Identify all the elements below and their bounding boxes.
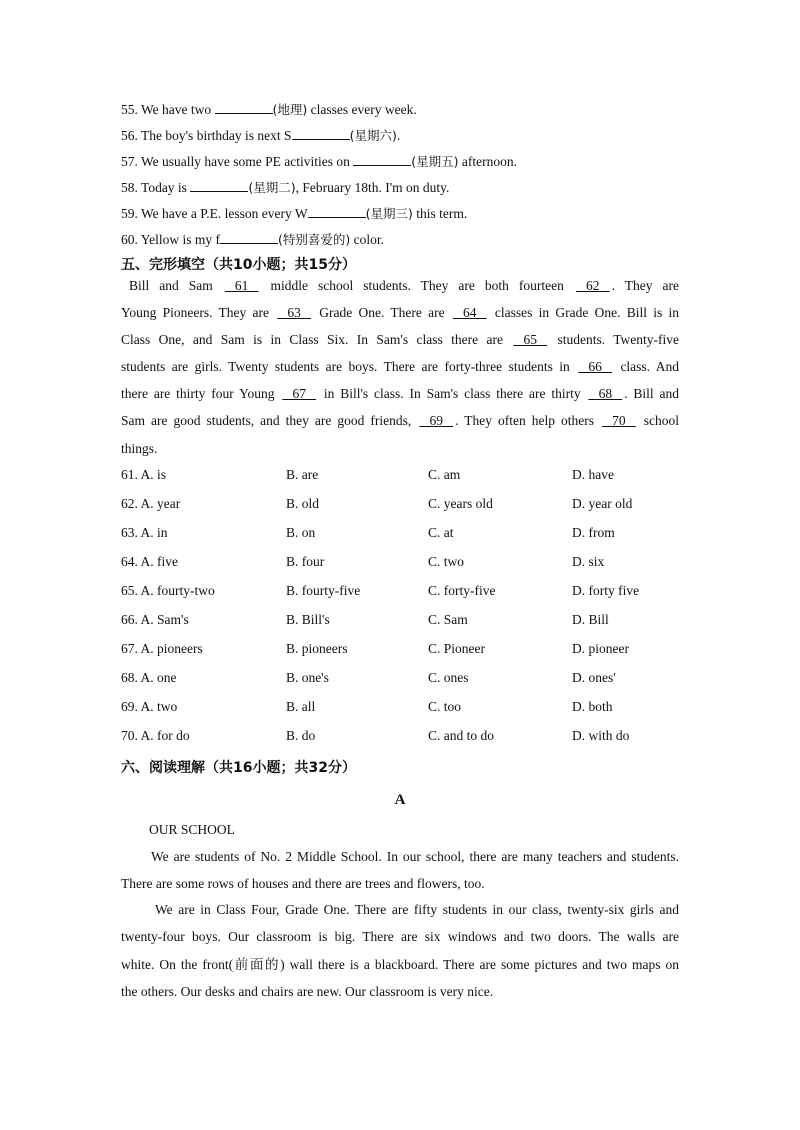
item-text: We have two xyxy=(141,102,215,117)
cloze-text: middle school students. They are both fourteen xyxy=(260,278,574,293)
cloze-gap[interactable]: 63 xyxy=(277,305,312,320)
item-text: classes every week. xyxy=(307,102,417,117)
option-row xyxy=(121,467,721,483)
option-row xyxy=(121,612,721,628)
option-row xyxy=(121,554,721,570)
item-text: color. xyxy=(350,232,385,247)
option-row xyxy=(121,583,721,599)
cloze-text: . Bill and xyxy=(624,386,679,401)
cloze-text: in Bill's class. In Sam's class there are thirty xyxy=(318,386,587,401)
option-c[interactable]: C. too xyxy=(428,699,462,714)
passage-title: OUR SCHOOL xyxy=(149,822,235,837)
cloze-gap[interactable]: 70 xyxy=(602,413,636,428)
cloze-text: students. Twenty-five xyxy=(549,332,679,347)
reading-part-label: A xyxy=(394,792,406,808)
option-c[interactable]: C. years old xyxy=(428,496,493,511)
option-c[interactable]: C. and to do xyxy=(428,728,494,743)
passage-line: There are some rows of houses and there are trees and flowers, too. xyxy=(121,876,485,891)
option-b[interactable]: B. one's xyxy=(286,670,329,685)
item-text: We usually have some PE activities on xyxy=(141,154,354,169)
item-text: Today is xyxy=(141,180,191,195)
item-text: We have a P.E. lesson every W xyxy=(141,206,308,221)
cloze-gap[interactable]: 62 xyxy=(575,278,610,293)
vocab-item xyxy=(121,153,517,170)
cloze-text: Bill and Sam xyxy=(129,278,223,293)
option-row xyxy=(121,728,721,744)
option-b[interactable]: B. all xyxy=(286,699,316,714)
vocab-item xyxy=(121,101,417,118)
cloze-text: Grade One. There are xyxy=(313,305,451,320)
option-d[interactable]: D. forty five xyxy=(572,583,640,598)
answer-blank[interactable] xyxy=(190,179,248,192)
cloze-text: school xyxy=(637,413,680,428)
cloze-text: things. xyxy=(121,441,158,456)
cloze-gap[interactable]: 66 xyxy=(578,359,612,374)
option-a[interactable]: 64. A. five xyxy=(121,554,178,569)
answer-blank[interactable] xyxy=(292,127,350,140)
option-c[interactable]: C. am xyxy=(428,467,461,482)
option-a[interactable]: 61. A. is xyxy=(121,467,167,482)
section6-title: 六、阅读理解（共16小题；共32分） xyxy=(121,760,356,776)
option-b[interactable]: B. pioneers xyxy=(286,641,348,656)
cloze-gap[interactable]: 64 xyxy=(452,305,487,320)
item-text: . xyxy=(396,128,401,143)
item-number: 59. xyxy=(121,206,142,221)
cloze-line xyxy=(121,386,679,402)
cloze-text: Young Pioneers. They are xyxy=(121,305,276,320)
chinese-hint: (星期六) xyxy=(349,128,397,143)
option-b[interactable]: B. Bill's xyxy=(286,612,330,627)
cloze-gap[interactable]: 68 xyxy=(588,386,623,401)
option-d[interactable]: D. year old xyxy=(572,496,633,511)
chinese-hint: (星期二) xyxy=(248,180,296,195)
item-number: 57. xyxy=(121,154,142,169)
item-number: 60. xyxy=(121,232,141,247)
passage-line: twenty-four boys. Our classroom is big. There are six windows and two doors. The walls are xyxy=(121,929,679,944)
item-number: 56. xyxy=(121,128,142,143)
option-d[interactable]: D. with do xyxy=(572,728,630,743)
chinese-hint: (星期三) xyxy=(365,206,413,221)
cloze-text: Sam are good students, and they are good friends, xyxy=(121,413,418,428)
cloze-line xyxy=(121,305,679,321)
cloze-text: . They are xyxy=(611,278,679,293)
option-row xyxy=(121,641,721,657)
option-a[interactable]: 70. A. for do xyxy=(121,728,190,743)
cloze-gap[interactable]: 65 xyxy=(513,332,548,347)
option-a[interactable]: 63. A. in xyxy=(121,525,168,540)
option-c[interactable]: C. at xyxy=(428,525,454,540)
chinese-hint: (地理) xyxy=(272,102,308,117)
option-b[interactable]: B. do xyxy=(286,728,316,743)
option-row xyxy=(121,670,721,686)
cloze-line xyxy=(121,332,679,348)
item-text: this term. xyxy=(412,206,468,221)
option-c[interactable]: C. ones xyxy=(428,670,469,685)
option-c[interactable]: C. two xyxy=(428,554,465,569)
cloze-line xyxy=(129,278,679,294)
option-b[interactable]: B. are xyxy=(286,467,319,482)
option-c[interactable]: C. Sam xyxy=(428,612,468,627)
cloze-line xyxy=(121,413,679,429)
cloze-text: classes in Grade One. Bill is in xyxy=(488,305,679,320)
passage-line: We are in Class Four, Grade One. There are fifty students in our class, twenty-six girls and xyxy=(155,902,679,917)
option-b[interactable]: B. fourty-five xyxy=(286,583,361,598)
item-number: 58. xyxy=(121,180,142,195)
cloze-line xyxy=(121,441,679,457)
vocab-item xyxy=(121,231,384,248)
option-d[interactable]: D. both xyxy=(572,699,613,714)
option-d[interactable]: D. from xyxy=(572,525,615,540)
cloze-text: class. And xyxy=(614,359,680,374)
item-text: , February 18th. I'm on duty. xyxy=(295,180,450,195)
item-text: Yellow is my f xyxy=(140,232,221,247)
section5-title: 五、完形填空（共10小题；共15分） xyxy=(121,257,356,273)
option-b[interactable]: B. four xyxy=(286,554,325,569)
item-text: afternoon. xyxy=(458,154,518,169)
answer-blank[interactable] xyxy=(215,101,273,114)
cloze-gap[interactable]: 61 xyxy=(224,278,259,293)
answer-blank[interactable] xyxy=(220,231,278,244)
cloze-text: there are thirty four Young xyxy=(121,386,281,401)
cloze-gap[interactable]: 67 xyxy=(282,386,317,401)
option-d[interactable]: D. pioneer xyxy=(572,641,629,656)
option-d[interactable]: D. Bill xyxy=(572,612,609,627)
cloze-gap[interactable]: 69 xyxy=(419,413,454,428)
item-text: The boy's birthday is next S xyxy=(141,128,292,143)
vocab-item xyxy=(121,205,467,222)
passage-line: We are students of No. 2 Middle School. In our school, there are many teachers and students. xyxy=(151,849,679,864)
option-a[interactable]: 65. A. fourty-two xyxy=(121,583,215,598)
option-d[interactable]: D. six xyxy=(572,554,605,569)
item-number: 55. xyxy=(121,102,142,117)
chinese-hint: (特别喜爱的) xyxy=(278,232,351,247)
option-c[interactable]: C. forty-five xyxy=(428,583,496,598)
option-b[interactable]: B. old xyxy=(286,496,320,511)
cloze-text: . They often help others xyxy=(455,413,600,428)
option-a[interactable]: 62. A. year xyxy=(121,496,181,511)
option-a[interactable]: 69. A. two xyxy=(121,699,178,714)
answer-blank[interactable] xyxy=(308,205,366,218)
option-row xyxy=(121,496,721,512)
option-d[interactable]: D. have xyxy=(572,467,614,482)
passage-line: white. On the front(前面的) wall there is a blackboard. There are some pictures and two maps on xyxy=(121,957,679,972)
cloze-text: students are girls. Twenty students are boys. There are forty-three students in xyxy=(121,359,577,374)
cloze-text: Class One, and Sam is in Class Six. In Sam's class there are xyxy=(121,332,512,347)
vocab-item xyxy=(121,127,400,144)
option-d[interactable]: D. ones' xyxy=(572,670,616,685)
vocab-item xyxy=(121,179,449,196)
option-b[interactable]: B. on xyxy=(286,525,316,540)
answer-blank[interactable] xyxy=(353,153,411,166)
option-row xyxy=(121,525,721,541)
option-a[interactable]: 68. A. one xyxy=(121,670,177,685)
cloze-line xyxy=(121,359,679,375)
option-a[interactable]: 67. A. pioneers xyxy=(121,641,203,656)
option-row xyxy=(121,699,721,715)
passage-line: the others. Our desks and chairs are new. Our classroom is very nice. xyxy=(121,984,494,999)
chinese-hint: (星期五) xyxy=(411,154,459,169)
option-c[interactable]: C. Pioneer xyxy=(428,641,485,656)
option-a[interactable]: 66. A. Sam's xyxy=(121,612,189,627)
